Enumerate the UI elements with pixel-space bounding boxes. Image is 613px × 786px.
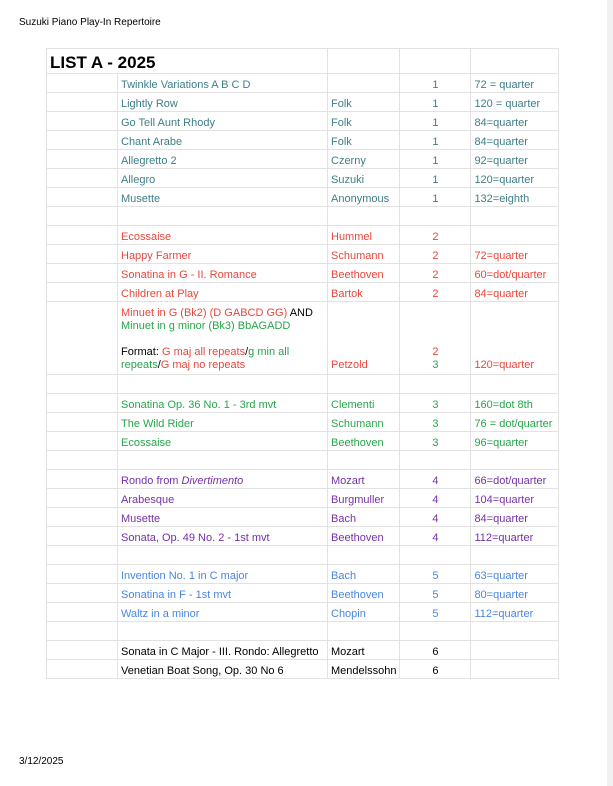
piece-cell: Lightly Row: [118, 93, 328, 112]
level-cell: 1: [400, 169, 471, 188]
piece-cell: Musette: [118, 188, 328, 207]
tempo-cell: 76 = dot/quarter: [471, 413, 559, 432]
level-cell: 4: [400, 489, 471, 508]
level-cell: 5: [400, 565, 471, 584]
table-row: [47, 245, 559, 264]
composer-cell: Mozart: [328, 641, 400, 660]
format-slash: /: [157, 359, 161, 371]
level-cell: 1: [400, 93, 471, 112]
level-cell: 1: [400, 150, 471, 169]
table-row: [47, 188, 559, 207]
composer-cell: Folk: [328, 112, 400, 131]
level-cell: 4: [400, 470, 471, 489]
piece-cell: [118, 470, 328, 489]
piece-cell: Go Tell Aunt Rhody: [118, 112, 328, 131]
level-cell: 2: [400, 226, 471, 245]
level-cell: 1: [400, 112, 471, 131]
composer-cell: Bach: [328, 565, 400, 584]
tempo-cell: 84=quarter: [471, 131, 559, 150]
piece-cell: Ecossaise: [118, 226, 328, 245]
piece-cell: Waltz in a minor: [118, 603, 328, 622]
tempo-cell: 60=dot/quarter: [471, 264, 559, 283]
tempo-cell: 84=quarter: [471, 112, 559, 131]
level-cell: [400, 302, 471, 375]
piece-cell: Ecossaise: [118, 432, 328, 451]
tempo-cell: 66=dot/quarter: [471, 470, 559, 489]
level-cell: 3: [400, 394, 471, 413]
level-cell: 6: [400, 641, 471, 660]
document-header: Suzuki Piano Play-In Repertoire: [19, 17, 161, 28]
table-row: [47, 432, 559, 451]
piece-cell: Musette: [118, 508, 328, 527]
composer-cell: Beethoven: [328, 432, 400, 451]
level-cell: 3: [400, 432, 471, 451]
piece-cell: Children at Play: [118, 283, 328, 302]
composer-cell: Burgmuller: [328, 489, 400, 508]
tempo-cell: [471, 660, 559, 679]
level-b: 3: [432, 359, 439, 371]
table-row: [47, 226, 559, 245]
format-slash: /: [245, 346, 249, 358]
level-cell: 5: [400, 603, 471, 622]
composer-cell: Beethoven: [328, 264, 400, 283]
table-row: [47, 641, 559, 660]
spacer-row: [47, 451, 559, 470]
tempo-cell: 84=quarter: [471, 283, 559, 302]
composer-cell: Schumann: [328, 413, 400, 432]
level-cell: 3: [400, 413, 471, 432]
list-title: LIST A - 2025: [50, 53, 156, 72]
piece-cell: Chant Arabe: [118, 131, 328, 150]
tempo-cell: 120=quarter: [471, 302, 559, 375]
spacer-row: [47, 207, 559, 226]
table-row: [47, 660, 559, 679]
composer-cell: Beethoven: [328, 584, 400, 603]
format-part2: g min all repeats: [121, 346, 290, 371]
tempo-cell: [471, 226, 559, 245]
table-row: [47, 169, 559, 188]
page-edge: [607, 0, 613, 786]
format-label: Format:: [121, 346, 162, 358]
piece-and: AND: [287, 307, 313, 319]
table-title-row: [47, 49, 559, 74]
table-row: [47, 527, 559, 546]
table-row: [47, 150, 559, 169]
tempo-cell: 160=dot 8th: [471, 394, 559, 413]
piece-cell-minuets: [118, 302, 328, 375]
piece-cell: Arabesque: [118, 489, 328, 508]
piece-prefix: Rondo from: [121, 475, 182, 487]
composer-cell: Mozart: [328, 470, 400, 489]
piece-cell: The Wild Rider: [118, 413, 328, 432]
composer-cell: Suzuki: [328, 169, 400, 188]
tempo-cell: 92=quarter: [471, 150, 559, 169]
tempo-cell: 72 = quarter: [471, 74, 559, 93]
composer-cell: Anonymous: [328, 188, 400, 207]
table-row: [47, 93, 559, 112]
composer-cell: Bach: [328, 508, 400, 527]
spacer-row: [47, 622, 559, 641]
piece-cell: Happy Farmer: [118, 245, 328, 264]
tempo-cell: 112=quarter: [471, 603, 559, 622]
table-row: [47, 394, 559, 413]
table-row: [47, 283, 559, 302]
table-row: [47, 603, 559, 622]
level-cell: 5: [400, 584, 471, 603]
table-row: [47, 264, 559, 283]
composer-cell: Hummel: [328, 226, 400, 245]
tempo-cell: 104=quarter: [471, 489, 559, 508]
composer-cell: Bartok: [328, 283, 400, 302]
composer-cell: Folk: [328, 131, 400, 150]
level-cell: 2: [400, 264, 471, 283]
piece-cell: Invention No. 1 in C major: [118, 565, 328, 584]
piece-cell: Allegretto 2: [118, 150, 328, 169]
composer-cell: Clementi: [328, 394, 400, 413]
tempo-cell: 112=quarter: [471, 527, 559, 546]
piece-cell: Allegro: [118, 169, 328, 188]
level-a: 2: [432, 346, 439, 358]
format-part1: G maj all repeats: [161, 346, 246, 358]
level-cell: 4: [400, 508, 471, 527]
document-footer-date: 3/12/2025: [19, 756, 64, 767]
composer-cell: [328, 74, 400, 93]
table-row: [47, 131, 559, 150]
tempo-cell: 63=quarter: [471, 565, 559, 584]
piece-cell: Sonata in C Major - III. Rondo: Allegretto: [118, 641, 328, 660]
table-row: [47, 565, 559, 584]
level-cell: 6: [400, 660, 471, 679]
piece-cell: Sonata, Op. 49 No. 2 - 1st mvt: [118, 527, 328, 546]
piece-italic: Divertimento: [181, 475, 244, 487]
piece-minuet-g: Minuet in G (Bk2) (D GABCD GG): [121, 307, 288, 319]
tempo-cell: 120 = quarter: [471, 93, 559, 112]
table-row: [47, 413, 559, 432]
composer-cell: Beethoven: [328, 527, 400, 546]
tempo-cell: 84=quarter: [471, 508, 559, 527]
table-row: [47, 489, 559, 508]
composer-cell: Czerny: [328, 150, 400, 169]
composer-cell: Schumann: [328, 245, 400, 264]
level-cell: 2: [400, 283, 471, 302]
repertoire-table: [46, 48, 559, 679]
table-row-minuets: [47, 302, 559, 375]
piece-cell: Twinkle Variations A B C D: [118, 74, 328, 93]
level-cell: 1: [400, 74, 471, 93]
table-row: [47, 470, 559, 489]
tempo-cell: 80=quarter: [471, 584, 559, 603]
format-part3: G maj no repeats: [160, 359, 246, 371]
level-cell: 1: [400, 188, 471, 207]
tempo-cell: 120=quarter: [471, 169, 559, 188]
piece-cell: Sonatina in F - 1st mvt: [118, 584, 328, 603]
composer-cell: Chopin: [328, 603, 400, 622]
table-row: [47, 74, 559, 93]
level-cell: 2: [400, 245, 471, 264]
table-row: [47, 112, 559, 131]
spacer-row: [47, 375, 559, 394]
piece-cell: Venetian Boat Song, Op. 30 No 6: [118, 660, 328, 679]
table-row: [47, 508, 559, 527]
spacer-row: [47, 546, 559, 565]
tempo-cell: 132=eighth: [471, 188, 559, 207]
piece-cell: Sonatina Op. 36 No. 1 - 3rd mvt: [118, 394, 328, 413]
composer-cell: Petzold: [328, 302, 400, 375]
composer-cell: Folk: [328, 93, 400, 112]
table-row: [47, 584, 559, 603]
tempo-cell: 72=quarter: [471, 245, 559, 264]
level-cell: 4: [400, 527, 471, 546]
tempo-cell: [471, 641, 559, 660]
piece-minuet-gmin: Minuet in g minor (Bk3) BbAGADD: [121, 320, 291, 332]
piece-cell: Sonatina in G - II. Romance: [118, 264, 328, 283]
composer-cell: Mendelssohn: [328, 660, 400, 679]
tempo-cell: 96=quarter: [471, 432, 559, 451]
level-cell: 1: [400, 131, 471, 150]
